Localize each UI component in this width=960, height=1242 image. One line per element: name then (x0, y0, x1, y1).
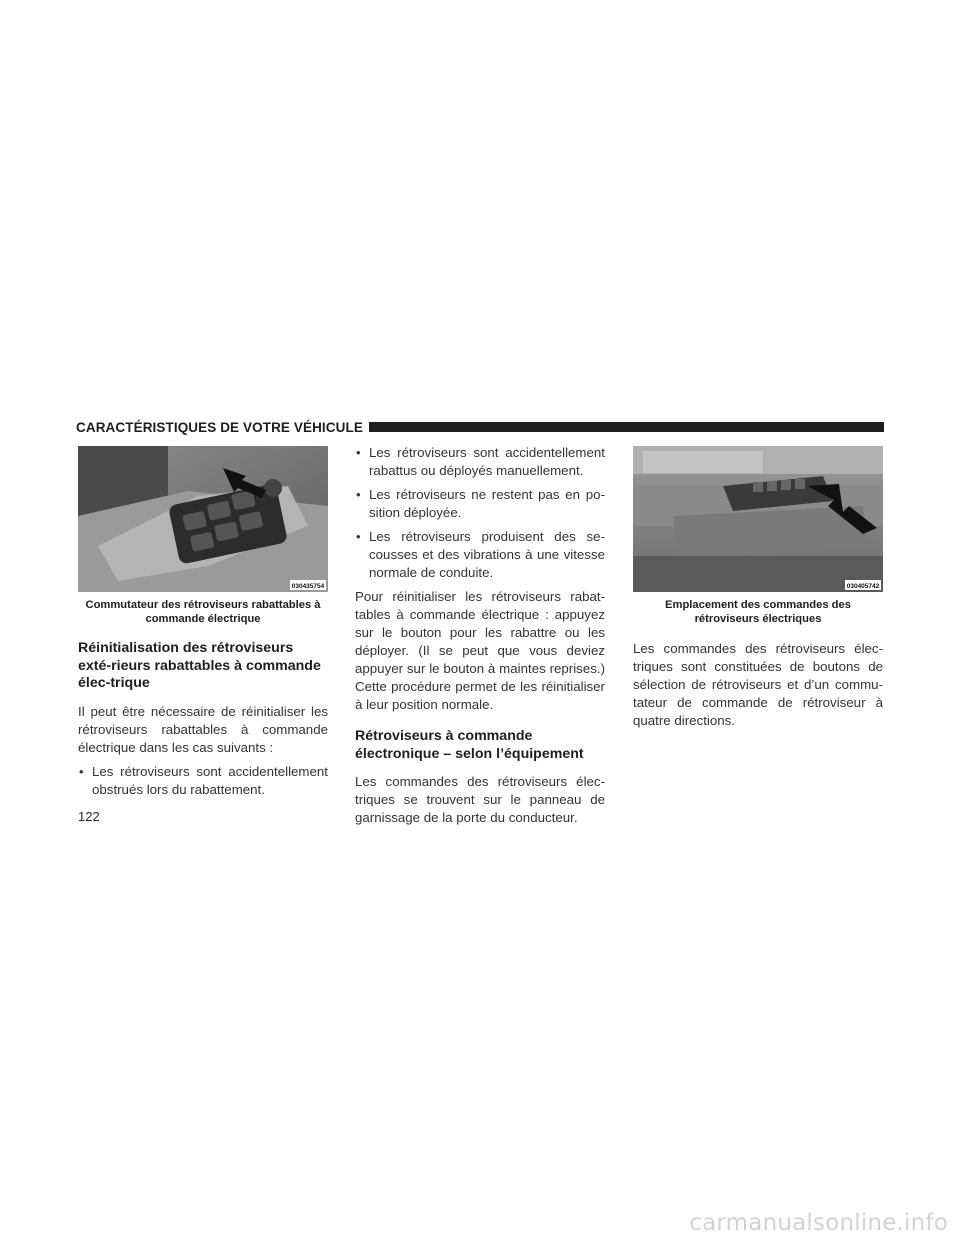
column-2 (355, 446, 605, 827)
figure-2-code: 030405742 (846, 583, 880, 590)
section-2-heading: Rétroviseurs à commande électronique – selon l’équipement (355, 728, 584, 762)
figure-mirror-switch-photo (78, 446, 328, 592)
door-switch-image (78, 446, 328, 592)
figure-1-caption: Commutateur des rétroviseurs rabattables à commande électrique (85, 599, 321, 625)
page-header (76, 418, 884, 436)
figure-mirror-controls-photo (633, 446, 883, 592)
header-title: CARACTÉRISTIQUES DE VOTRE VÉHICULE (76, 419, 363, 435)
watermark: carmanualsonline.info (689, 1210, 948, 1236)
section-1-heading: Réinitialisation des rétroviseurs exté-rieurs rabattables à commande élec-trique (78, 640, 321, 691)
section-2-paragraph-2: Les commandes des rétroviseurs élec-triques sont constituées de boutons de sélection de rétroviseurs et d’un commu-tateur de commande de rétroviseur à quatre directions. (633, 641, 883, 728)
page-number: 122 (78, 809, 100, 824)
header-rule (369, 422, 884, 432)
door-panel-image (633, 446, 883, 592)
bullet-list-1 (78, 763, 328, 799)
list-item: • Les rétroviseurs ne restent pas en po-sition déployée. (355, 486, 605, 522)
section-2-paragraph-1: Les commandes des rétroviseurs élec-triques se trouvent sur le panneau de garnissage de la porte du conducteur. (355, 774, 605, 825)
list-item: • Les rétroviseurs sont accidentellement obstrués lors du rabattement. (78, 763, 328, 799)
reset-paragraph: Pour réinitialiser les rétroviseurs rabat-tables à commande électrique : appuyez sur le bouton pour les rabattre ou les déployer. (Il se peut que vous deviez appuyer sur le bouton à maintes reprises.) Cette procédure permet de les réinitialiser à leur position normale. (355, 589, 605, 712)
bullet-list-2 (355, 444, 605, 582)
column-1 (78, 446, 328, 805)
figure-2-caption: Emplacement des commandes des rétroviseurs électriques (665, 599, 851, 625)
column-3 (633, 446, 883, 730)
section-1-intro: Il peut être nécessaire de réinitialiser les rétroviseurs rabattables à commande électrique dans les cas suivants : (78, 703, 328, 755)
figure-1-code: 030435754 (291, 583, 325, 590)
list-item: • Les rétroviseurs sont accidentellement rabattus ou déployés manuellement. (355, 444, 605, 480)
list-item: • Les rétroviseurs produisent des se-cousses et des vibrations à une vitesse normale de conduite. (355, 528, 605, 582)
